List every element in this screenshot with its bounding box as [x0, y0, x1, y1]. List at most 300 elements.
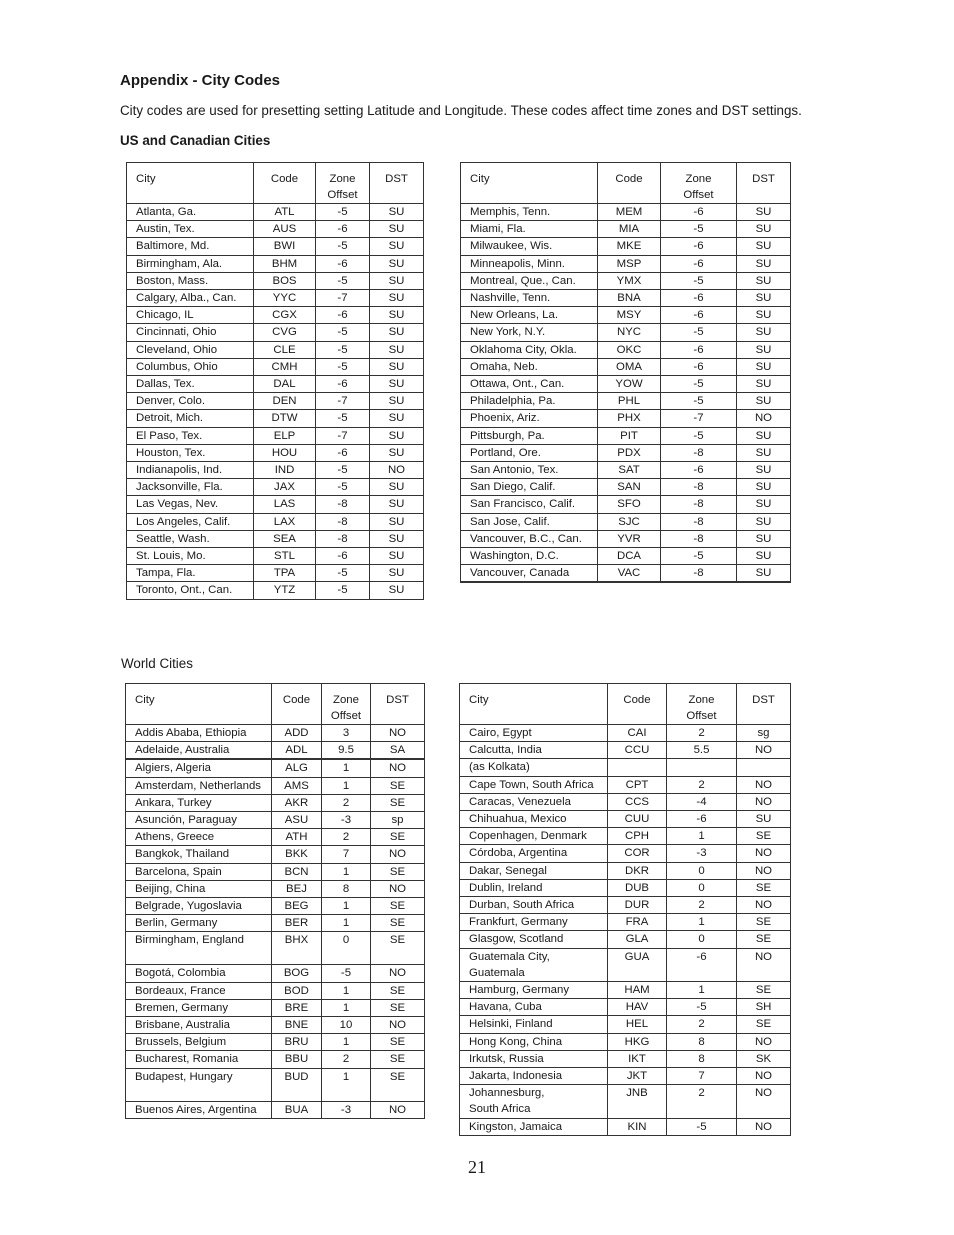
zone-offset: -8 [661, 513, 737, 530]
city-code: PHL [598, 393, 661, 410]
city-name: Chicago, IL [127, 307, 254, 324]
city-name: Pittsburgh, Pa. [461, 427, 598, 444]
header-city: City [127, 163, 254, 204]
city-code: LAS [254, 496, 316, 513]
dst-code: SU [737, 358, 791, 375]
dst-code: SA [371, 742, 425, 759]
dst-code: NO [737, 1033, 791, 1050]
dst-code: SU [370, 376, 424, 393]
dst-code: SU [370, 324, 424, 341]
dst-code: SU [737, 324, 791, 341]
dst-code: NO [737, 1068, 791, 1085]
city-code: ADL [272, 742, 322, 759]
city-code: CGX [254, 307, 316, 324]
zone-offset: -3 [322, 1101, 371, 1118]
city-code: MIA [598, 221, 661, 238]
city-code: FRA [608, 914, 667, 931]
city-name: San Francisco, Calif. [461, 496, 598, 513]
city-code: CCU [608, 742, 667, 759]
city-code: ALG [272, 760, 322, 777]
city-name: Vancouver, Canada [461, 565, 598, 582]
dst-code: SU [737, 811, 791, 828]
city-name: Seattle, Wash. [127, 530, 254, 547]
city-code: DUB [608, 879, 667, 896]
city-name: Dallas, Tex. [127, 376, 254, 393]
world-cities-table-left [125, 683, 425, 1119]
city-name: Nashville, Tenn. [461, 290, 598, 307]
header-dst: DST [371, 684, 425, 725]
table-row [460, 1050, 791, 1067]
dst-code: SU [370, 393, 424, 410]
table-row [127, 324, 424, 341]
city-name: Chihuahua, Mexico [460, 811, 608, 828]
table-row [127, 530, 424, 547]
city-code: PIT [598, 427, 661, 444]
city-code: STL [254, 548, 316, 565]
table-row [127, 479, 424, 496]
zone-offset: 9.5 [322, 742, 371, 759]
table-row [460, 897, 791, 914]
dst-code: NO [737, 742, 791, 759]
dst-code: SE [371, 1068, 425, 1101]
city-name: Barcelona, Spain [126, 863, 272, 880]
dst-code: SU [737, 565, 791, 582]
us-cities-table-right [460, 162, 791, 583]
city-name: Ottawa, Ont., Can. [461, 376, 598, 393]
city-code: CLE [254, 341, 316, 358]
zone-offset: 1 [322, 760, 371, 777]
city-code: SAN [598, 479, 661, 496]
city-name: Portland, Ore. [461, 444, 598, 461]
table-row [126, 846, 425, 863]
city-name: San Diego, Calif. [461, 479, 598, 496]
dst-code: SU [370, 307, 424, 324]
city-name: Asunción, Paraguay [126, 812, 272, 829]
zone-offset: -6 [661, 307, 737, 324]
city-code: CAI [608, 725, 667, 742]
dst-code: SE [737, 931, 791, 948]
city-name: San Antonio, Tex. [461, 462, 598, 479]
zone-offset: -5 [661, 272, 737, 289]
dst-code: SE [371, 1034, 425, 1051]
city-code: DCA [598, 548, 661, 565]
zone-offset: -7 [316, 427, 370, 444]
city-code: DKR [608, 862, 667, 879]
table-row [127, 393, 424, 410]
table-header-row [126, 684, 425, 725]
zone-offset: -6 [316, 221, 370, 238]
zone-offset: 3 [322, 725, 371, 742]
table-row [461, 530, 791, 547]
table-row [460, 1016, 791, 1033]
dst-code: NO [737, 1085, 791, 1118]
city-name: Minneapolis, Minn. [461, 255, 598, 272]
zone-offset: -5 [316, 358, 370, 375]
zone-offset: -5 [667, 1118, 737, 1135]
dst-code: SE [371, 999, 425, 1016]
city-name: Cape Town, South Africa [460, 776, 608, 793]
city-code: BWI [254, 238, 316, 255]
city-name: Birmingham, Ala. [127, 255, 254, 272]
zone-offset: -3 [667, 845, 737, 862]
zone-offset: -6 [667, 948, 737, 981]
table-row [461, 462, 791, 479]
table-row [460, 879, 791, 896]
dst-code: SE [737, 879, 791, 896]
dst-code: SE [371, 829, 425, 846]
zone-offset: -5 [661, 427, 737, 444]
city-code: JNB [608, 1085, 667, 1118]
dst-code: SU [737, 204, 791, 221]
dst-code: SE [371, 982, 425, 999]
us-cities-table-left [126, 162, 424, 600]
table-row [460, 1085, 791, 1118]
zone-offset: -5 [316, 204, 370, 221]
city-name [461, 582, 598, 583]
city-code: GLA [608, 931, 667, 948]
city-code: LAX [254, 513, 316, 530]
table-row [126, 880, 425, 897]
zone-offset: -5 [661, 376, 737, 393]
zone-offset: -8 [661, 444, 737, 461]
city-name: Belgrade, Yugoslavia [126, 898, 272, 915]
city-name: Adelaide, Australia [126, 742, 272, 759]
table-row [460, 914, 791, 931]
section-heading-world: World Cities [121, 656, 193, 671]
table-row [127, 410, 424, 427]
zone-offset [661, 582, 737, 583]
city-code: VAC [598, 565, 661, 582]
city-name: (as Kolkata) [460, 759, 608, 776]
city-name: Irkutsk, Russia [460, 1050, 608, 1067]
city-name: Montreal, Que., Can. [461, 272, 598, 289]
city-name: Hong Kong, China [460, 1033, 608, 1050]
city-name: Los Angeles, Calif. [127, 513, 254, 530]
city-code: OMA [598, 358, 661, 375]
table-row [461, 358, 791, 375]
table-row [460, 1033, 791, 1050]
city-name: Atlanta, Ga. [127, 204, 254, 221]
zone-offset: 7 [322, 846, 371, 863]
city-name: Durban, South Africa [460, 897, 608, 914]
dst-code: NO [737, 845, 791, 862]
city-name: Detroit, Mich. [127, 410, 254, 427]
zone-offset: -6 [661, 238, 737, 255]
zone-offset: -7 [316, 290, 370, 307]
city-code: ASU [272, 812, 322, 829]
city-name: Copenhagen, Denmark [460, 828, 608, 845]
dst-code: SU [370, 221, 424, 238]
intro-paragraph: City codes are used for presetting setting Latitude and Longitude. These codes affect time zones and DST settings. [120, 103, 802, 118]
page-title: Appendix - City Codes [120, 72, 281, 89]
city-code: TPA [254, 565, 316, 582]
dst-code: SU [370, 444, 424, 461]
zone-offset: -7 [316, 393, 370, 410]
zone-offset: 1 [322, 982, 371, 999]
dst-code: SE [737, 1016, 791, 1033]
city-name: St. Louis, Mo. [127, 548, 254, 565]
zone-offset: 2 [667, 897, 737, 914]
dst-code: SH [737, 999, 791, 1016]
city-name: Toronto, Ont., Can. [127, 582, 254, 599]
table-row [126, 932, 425, 965]
dst-code: SU [370, 496, 424, 513]
city-name: Tampa, Fla. [127, 565, 254, 582]
dst-code: SU [370, 358, 424, 375]
dst-code: SU [737, 393, 791, 410]
zone-offset: 2 [667, 725, 737, 742]
dst-code: SE [371, 777, 425, 794]
city-name: Cleveland, Ohio [127, 341, 254, 358]
table-header-row [461, 163, 791, 204]
zone-offset: -5 [316, 582, 370, 599]
zone-offset: 1 [322, 1068, 371, 1101]
city-name: Calgary, Alba., Can. [127, 290, 254, 307]
city-code: BUD [272, 1068, 322, 1101]
city-name: Frankfurt, Germany [460, 914, 608, 931]
table-header-row [460, 684, 791, 725]
city-code: HOU [254, 444, 316, 461]
zone-offset: -8 [661, 496, 737, 513]
zone-offset: -8 [661, 479, 737, 496]
zone-offset: -6 [316, 548, 370, 565]
city-name: Bogotá, Colombia [126, 965, 272, 982]
city-code: YOW [598, 376, 661, 393]
city-name: Boston, Mass. [127, 272, 254, 289]
city-name: Berlin, Germany [126, 915, 272, 932]
dst-code: NO [737, 897, 791, 914]
zone-offset: -5 [316, 238, 370, 255]
dst-code: sg [737, 725, 791, 742]
zone-offset: -5 [661, 221, 737, 238]
table-row [126, 812, 425, 829]
dst-code: SE [371, 863, 425, 880]
table-row [127, 444, 424, 461]
table-row [461, 204, 791, 221]
city-code: BUA [272, 1101, 322, 1118]
table-row [461, 410, 791, 427]
table-row [460, 793, 791, 810]
city-code: YVR [598, 530, 661, 547]
city-name: Phoenix, Ariz. [461, 410, 598, 427]
table-row [460, 776, 791, 793]
header-dst: DST [370, 163, 424, 204]
city-code: BHM [254, 255, 316, 272]
dst-code: SU [370, 582, 424, 599]
dst-code: SU [737, 341, 791, 358]
city-code: BBU [272, 1051, 322, 1068]
dst-code: SU [737, 496, 791, 513]
city-code: BER [272, 915, 322, 932]
dst-code: NO [371, 880, 425, 897]
table-row [461, 307, 791, 324]
city-name: Budapest, Hungary [126, 1068, 272, 1101]
table-row [461, 513, 791, 530]
city-code: GUA [608, 948, 667, 981]
zone-offset: 1 [322, 777, 371, 794]
city-code: JKT [608, 1068, 667, 1085]
zone-offset: -5 [316, 565, 370, 582]
zone-offset: -5 [316, 479, 370, 496]
city-code: AMS [272, 777, 322, 794]
zone-offset: -6 [667, 811, 737, 828]
dst-code: SU [737, 272, 791, 289]
zone-offset: 0 [667, 931, 737, 948]
zone-offset: -7 [661, 410, 737, 427]
page-number: 21 [468, 1157, 486, 1177]
city-name: San Jose, Calif. [461, 513, 598, 530]
city-code: HAM [608, 982, 667, 999]
dst-code: NO [737, 862, 791, 879]
table-row [126, 1034, 425, 1051]
city-code [608, 759, 667, 776]
table-row [126, 1017, 425, 1034]
dst-code: SU [737, 530, 791, 547]
dst-code: SE [737, 914, 791, 931]
table-row [461, 324, 791, 341]
zone-offset: 1 [322, 999, 371, 1016]
city-name: Oklahoma City, Okla. [461, 341, 598, 358]
dst-code: sp [371, 812, 425, 829]
zone-offset: -5 [322, 965, 371, 982]
table-row [127, 341, 424, 358]
zone-offset: -5 [316, 324, 370, 341]
section-heading-us-canada: US and Canadian Cities [120, 133, 271, 148]
city-code: CUU [608, 811, 667, 828]
city-name: Bangkok, Thailand [126, 846, 272, 863]
city-code: BRE [272, 999, 322, 1016]
city-code: BCN [272, 863, 322, 880]
dst-code: SU [370, 530, 424, 547]
header-code: Code [254, 163, 316, 204]
zone-offset [667, 759, 737, 776]
city-code: COR [608, 845, 667, 862]
dst-code: SU [737, 238, 791, 255]
zone-offset: 0 [667, 879, 737, 896]
table-row [460, 742, 791, 759]
dst-code: SU [370, 204, 424, 221]
world-cities-table-right [459, 683, 791, 1136]
zone-offset: 8 [667, 1033, 737, 1050]
header-dst: DST [737, 684, 791, 725]
city-name: Jacksonville, Fla. [127, 479, 254, 496]
dst-code: NO [737, 410, 791, 427]
city-code: OKC [598, 341, 661, 358]
city-code: JAX [254, 479, 316, 496]
zone-offset: -6 [661, 255, 737, 272]
dst-code [737, 582, 791, 583]
table-row [126, 777, 425, 794]
city-code: BNA [598, 290, 661, 307]
zone-offset: -3 [322, 812, 371, 829]
dst-code: SE [737, 982, 791, 999]
table-row [460, 1118, 791, 1135]
table-row [127, 496, 424, 513]
city-name: Jakarta, Indonesia [460, 1068, 608, 1085]
dst-code: SU [370, 290, 424, 307]
dst-code: SU [737, 376, 791, 393]
header-city: City [460, 684, 608, 725]
city-name: Denver, Colo. [127, 393, 254, 410]
city-name: Philadelphia, Pa. [461, 393, 598, 410]
dst-code: SE [737, 828, 791, 845]
dst-code: SE [371, 1051, 425, 1068]
table-row [126, 742, 425, 759]
city-code: SFO [598, 496, 661, 513]
zone-offset: -8 [316, 513, 370, 530]
zone-offset: -6 [661, 358, 737, 375]
zone-offset: -6 [661, 204, 737, 221]
header-city: City [461, 163, 598, 204]
zone-offset: -5 [316, 462, 370, 479]
zone-offset: 2 [667, 1016, 737, 1033]
city-name: New York, N.Y. [461, 324, 598, 341]
city-code: BOG [272, 965, 322, 982]
table-row [127, 427, 424, 444]
zone-offset: 2 [667, 776, 737, 793]
city-name: Buenos Aires, Argentina [126, 1101, 272, 1118]
zone-offset: -6 [316, 376, 370, 393]
city-code: ATL [254, 204, 316, 221]
table-header-row [127, 163, 424, 204]
zone-offset: -5 [316, 410, 370, 427]
zone-offset: -6 [661, 462, 737, 479]
table-row [461, 548, 791, 565]
city-code: DAL [254, 376, 316, 393]
city-name: Algiers, Algeria [126, 760, 272, 777]
dst-code: SU [370, 479, 424, 496]
city-name: Bucharest, Romania [126, 1051, 272, 1068]
city-name: Baltimore, Md. [127, 238, 254, 255]
dst-code: SU [370, 513, 424, 530]
dst-code: NO [737, 1118, 791, 1135]
table-row [461, 565, 791, 582]
table-row [127, 204, 424, 221]
city-name: Brisbane, Australia [126, 1017, 272, 1034]
city-name: Dakar, Senegal [460, 862, 608, 879]
table-row [461, 496, 791, 513]
table-row [461, 479, 791, 496]
city-name: Bremen, Germany [126, 999, 272, 1016]
dst-code: SU [370, 427, 424, 444]
city-name: Hamburg, Germany [460, 982, 608, 999]
city-name: Caracas, Venezuela [460, 793, 608, 810]
city-code: MEM [598, 204, 661, 221]
city-code: AKR [272, 794, 322, 811]
dst-code: SU [737, 290, 791, 307]
table-row [461, 427, 791, 444]
zone-offset: -6 [316, 307, 370, 324]
zone-offset: 8 [322, 880, 371, 897]
table-row [460, 845, 791, 862]
dst-code: NO [737, 793, 791, 810]
dst-code: SU [370, 238, 424, 255]
city-code: HEL [608, 1016, 667, 1033]
city-name: Miami, Fla. [461, 221, 598, 238]
city-code: SJC [598, 513, 661, 530]
table-row [127, 565, 424, 582]
dst-code: SU [370, 272, 424, 289]
table-row [461, 582, 791, 583]
table-row [461, 290, 791, 307]
table-row [126, 1051, 425, 1068]
zone-offset: -5 [316, 341, 370, 358]
table-row [126, 982, 425, 999]
table-row [127, 307, 424, 324]
city-name: Cairo, Egypt [460, 725, 608, 742]
dst-code: SU [737, 221, 791, 238]
dst-code: SU [370, 565, 424, 582]
